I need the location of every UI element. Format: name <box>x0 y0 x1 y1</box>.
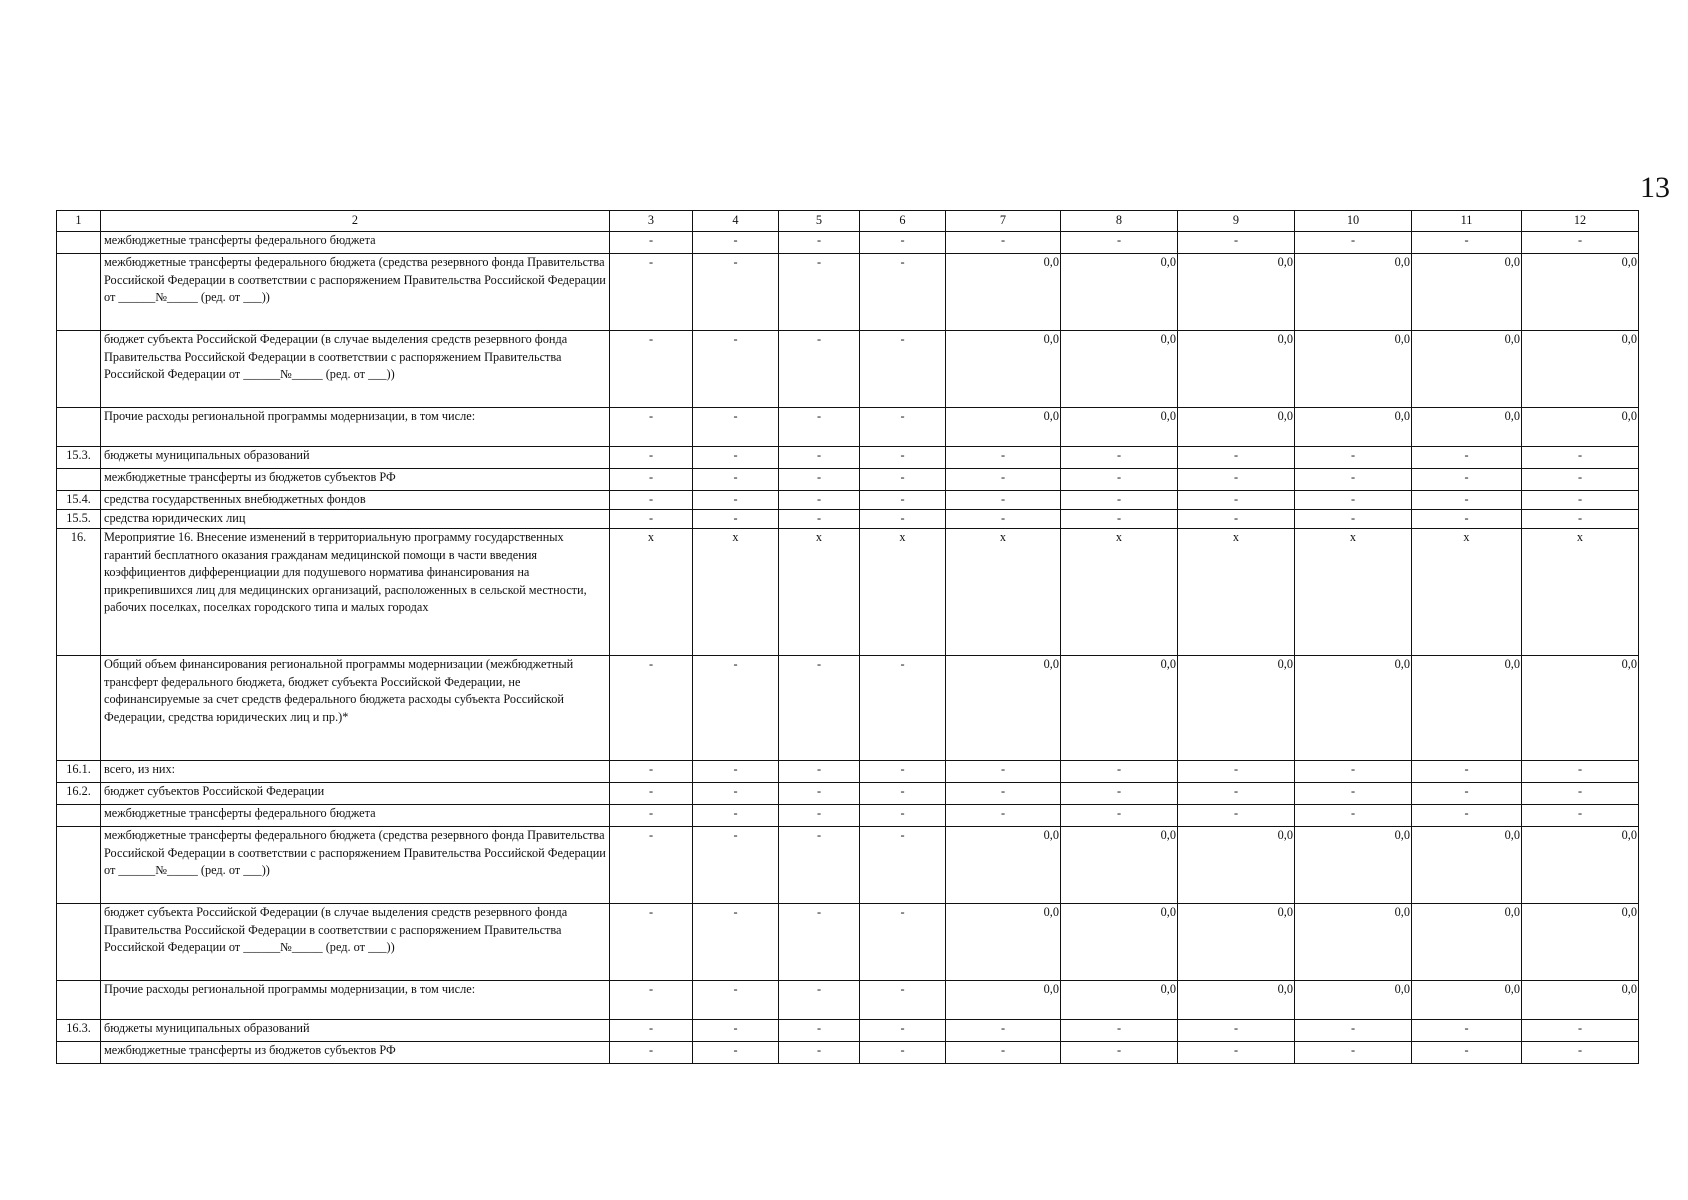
value-cell-col-5: - <box>779 656 860 761</box>
value-cell-col-4: - <box>693 408 779 447</box>
row-number-cell <box>57 1042 101 1064</box>
value-cell-col-8: - <box>1061 510 1178 529</box>
value-cell-col-12: - <box>1522 805 1639 827</box>
value-cell-col-11: 0,0 <box>1412 408 1522 447</box>
table-row <box>57 408 1639 447</box>
value-cell-col-4: - <box>693 1042 779 1064</box>
value-cell-col-12: 0,0 <box>1522 408 1639 447</box>
value-cell-col-9: - <box>1178 491 1295 510</box>
value-cell-col-11: 0,0 <box>1412 254 1522 331</box>
financing-table-container <box>56 210 1639 1064</box>
value-cell-col-12: 0,0 <box>1522 904 1639 981</box>
value-cell-col-5: - <box>779 981 860 1020</box>
value-cell-col-4: - <box>693 491 779 510</box>
row-number-cell <box>57 331 101 408</box>
value-cell-col-9: - <box>1178 510 1295 529</box>
value-cell-col-5: - <box>779 783 860 805</box>
value-cell-col-11: 0,0 <box>1412 656 1522 761</box>
row-number-cell: 15.4. <box>57 491 101 510</box>
row-description-cell: Общий объем финансирования региональной программы модернизации (межбюджетный трансферт федерального бюджета, бюджет субъекта Российской Федерации, не софинансируемые за счет средств федерального бюджета расходы субъекта Российской Федерации, средства юридических лиц и пр.)* <box>101 656 610 761</box>
value-cell-col-9: - <box>1178 1020 1295 1042</box>
row-description-cell: средства юридических лиц <box>101 510 610 529</box>
value-cell-col-3: - <box>610 1042 693 1064</box>
row-description-cell: бюджет субъектов Российской Федерации <box>101 783 610 805</box>
value-cell-col-6: - <box>860 447 946 469</box>
value-cell-col-10: 0,0 <box>1295 827 1412 904</box>
row-description-cell: бюджеты муниципальных образований <box>101 1020 610 1042</box>
table-row <box>57 232 1639 254</box>
value-cell-col-4: - <box>693 827 779 904</box>
header-cell: 4 <box>693 211 779 232</box>
value-cell-col-7: 0,0 <box>946 981 1061 1020</box>
value-cell-col-12: - <box>1522 510 1639 529</box>
value-cell-col-11: 0,0 <box>1412 827 1522 904</box>
value-cell-col-4: - <box>693 904 779 981</box>
value-cell-col-3: - <box>610 408 693 447</box>
value-cell-col-12: - <box>1522 447 1639 469</box>
row-description-cell: бюджеты муниципальных образований <box>101 447 610 469</box>
row-number-cell: 15.3. <box>57 447 101 469</box>
row-number-cell: 15.5. <box>57 510 101 529</box>
value-cell-col-7: 0,0 <box>946 331 1061 408</box>
row-description-cell: Мероприятие 16. Внесение изменений в территориальную программу государственных гарантий бесплатного оказания гражданам медицинской помощи в части введения коэффициентов дифференциации для подушевого норматива финансирования на прикрепившихся лиц для медицинских организаций, расположенных в сельской местности, рабочих поселках, поселках городского типа и малых городах <box>101 529 610 656</box>
row-number-cell: 16. <box>57 529 101 656</box>
value-cell-col-11: - <box>1412 805 1522 827</box>
value-cell-col-11: - <box>1412 491 1522 510</box>
value-cell-col-5: - <box>779 232 860 254</box>
value-cell-col-10: 0,0 <box>1295 408 1412 447</box>
value-cell-col-6: x <box>860 529 946 656</box>
value-cell-col-7: 0,0 <box>946 408 1061 447</box>
table-row <box>57 904 1639 981</box>
value-cell-col-7: - <box>946 761 1061 783</box>
value-cell-col-8: 0,0 <box>1061 904 1178 981</box>
value-cell-col-11: 0,0 <box>1412 331 1522 408</box>
row-number-cell <box>57 254 101 331</box>
row-description-cell: межбюджетные трансферты из бюджетов субъектов РФ <box>101 469 610 491</box>
value-cell-col-7: - <box>946 1042 1061 1064</box>
value-cell-col-7: 0,0 <box>946 904 1061 981</box>
value-cell-col-3: - <box>610 447 693 469</box>
value-cell-col-5: - <box>779 408 860 447</box>
value-cell-col-4: - <box>693 254 779 331</box>
row-description-cell: межбюджетные трансферты из бюджетов субъектов РФ <box>101 1042 610 1064</box>
value-cell-col-10: 0,0 <box>1295 981 1412 1020</box>
value-cell-col-3: - <box>610 232 693 254</box>
value-cell-col-10: - <box>1295 491 1412 510</box>
value-cell-col-10: - <box>1295 805 1412 827</box>
value-cell-col-4: - <box>693 981 779 1020</box>
value-cell-col-12: - <box>1522 232 1639 254</box>
value-cell-col-3: - <box>610 981 693 1020</box>
value-cell-col-6: - <box>860 408 946 447</box>
financing-table <box>56 210 1639 1064</box>
value-cell-col-8: 0,0 <box>1061 827 1178 904</box>
value-cell-col-3: - <box>610 783 693 805</box>
table-row <box>57 827 1639 904</box>
value-cell-col-8: - <box>1061 469 1178 491</box>
value-cell-col-7: - <box>946 232 1061 254</box>
value-cell-col-8: - <box>1061 447 1178 469</box>
value-cell-col-9: 0,0 <box>1178 254 1295 331</box>
table-row <box>57 656 1639 761</box>
value-cell-col-11: - <box>1412 447 1522 469</box>
value-cell-col-7: - <box>946 805 1061 827</box>
value-cell-col-8: 0,0 <box>1061 254 1178 331</box>
value-cell-col-10: 0,0 <box>1295 656 1412 761</box>
value-cell-col-7: - <box>946 491 1061 510</box>
row-number-cell <box>57 805 101 827</box>
value-cell-col-4: - <box>693 1020 779 1042</box>
value-cell-col-3: - <box>610 656 693 761</box>
value-cell-col-5: - <box>779 447 860 469</box>
value-cell-col-10: - <box>1295 510 1412 529</box>
value-cell-col-12: 0,0 <box>1522 331 1639 408</box>
value-cell-col-5: - <box>779 1042 860 1064</box>
value-cell-col-6: - <box>860 827 946 904</box>
value-cell-col-6: - <box>860 656 946 761</box>
table-row <box>57 447 1639 469</box>
value-cell-col-4: - <box>693 447 779 469</box>
value-cell-col-9: - <box>1178 447 1295 469</box>
value-cell-col-12: 0,0 <box>1522 254 1639 331</box>
value-cell-col-9: 0,0 <box>1178 331 1295 408</box>
table-row <box>57 254 1639 331</box>
value-cell-col-6: - <box>860 1020 946 1042</box>
value-cell-col-12: - <box>1522 491 1639 510</box>
row-description-cell: средства государственных внебюджетных фондов <box>101 491 610 510</box>
value-cell-col-11: - <box>1412 783 1522 805</box>
header-cell: 1 <box>57 211 101 232</box>
value-cell-col-6: - <box>860 254 946 331</box>
value-cell-col-10: 0,0 <box>1295 331 1412 408</box>
row-description-cell: межбюджетные трансферты федерального бюджета (средства резервного фонда Правительства Российской Федерации в соответствии с распоряжением Правительства Российской Федерации от ______№_____ (ред. от ___)) <box>101 254 610 331</box>
value-cell-col-7: - <box>946 447 1061 469</box>
value-cell-col-11: x <box>1412 529 1522 656</box>
value-cell-col-7: x <box>946 529 1061 656</box>
value-cell-col-4: - <box>693 469 779 491</box>
value-cell-col-11: - <box>1412 510 1522 529</box>
header-cell: 6 <box>860 211 946 232</box>
value-cell-col-11: - <box>1412 1020 1522 1042</box>
value-cell-col-5: - <box>779 904 860 981</box>
value-cell-col-4: - <box>693 232 779 254</box>
row-number-cell: 16.3. <box>57 1020 101 1042</box>
value-cell-col-5: x <box>779 529 860 656</box>
value-cell-col-5: - <box>779 1020 860 1042</box>
value-cell-col-5: - <box>779 331 860 408</box>
header-cell: 3 <box>610 211 693 232</box>
value-cell-col-8: 0,0 <box>1061 331 1178 408</box>
value-cell-col-5: - <box>779 254 860 331</box>
value-cell-col-5: - <box>779 469 860 491</box>
value-cell-col-10: - <box>1295 783 1412 805</box>
value-cell-col-6: - <box>860 761 946 783</box>
value-cell-col-3: - <box>610 510 693 529</box>
value-cell-col-9: - <box>1178 783 1295 805</box>
table-row <box>57 981 1639 1020</box>
value-cell-col-12: - <box>1522 469 1639 491</box>
value-cell-col-10: - <box>1295 1042 1412 1064</box>
value-cell-col-6: - <box>860 331 946 408</box>
value-cell-col-12: 0,0 <box>1522 981 1639 1020</box>
value-cell-col-3: - <box>610 904 693 981</box>
table-row <box>57 1042 1639 1064</box>
table-row <box>57 491 1639 510</box>
table-row <box>57 529 1639 656</box>
value-cell-col-8: - <box>1061 1020 1178 1042</box>
value-cell-col-9: - <box>1178 469 1295 491</box>
value-cell-col-8: - <box>1061 783 1178 805</box>
value-cell-col-5: - <box>779 761 860 783</box>
value-cell-col-8: - <box>1061 491 1178 510</box>
value-cell-col-9: 0,0 <box>1178 981 1295 1020</box>
row-description-cell: Прочие расходы региональной программы модернизации, в том числе: <box>101 981 610 1020</box>
value-cell-col-12: - <box>1522 761 1639 783</box>
value-cell-col-8: 0,0 <box>1061 656 1178 761</box>
value-cell-col-6: - <box>860 904 946 981</box>
value-cell-col-12: - <box>1522 783 1639 805</box>
row-description-cell: бюджет субъекта Российской Федерации (в случае выделения средств резервного фонда Правительства Российской Федерации в соответствии с распоряжением Правительства Российской Федерации от ______№_____ (ред. от ___)) <box>101 331 610 408</box>
row-number-cell <box>57 232 101 254</box>
value-cell-col-6: - <box>860 510 946 529</box>
value-cell-col-12: - <box>1522 1020 1639 1042</box>
value-cell-col-12: 0,0 <box>1522 656 1639 761</box>
value-cell-col-7: 0,0 <box>946 827 1061 904</box>
value-cell-col-5: - <box>779 510 860 529</box>
page-number: 13 <box>1640 171 1670 204</box>
value-cell-col-6: - <box>860 1042 946 1064</box>
value-cell-col-3: - <box>610 254 693 331</box>
row-description-cell: межбюджетные трансферты федерального бюджета <box>101 232 610 254</box>
value-cell-col-4: - <box>693 805 779 827</box>
row-number-cell <box>57 656 101 761</box>
header-cell: 10 <box>1295 211 1412 232</box>
value-cell-col-11: - <box>1412 1042 1522 1064</box>
value-cell-col-7: - <box>946 1020 1061 1042</box>
value-cell-col-7: - <box>946 469 1061 491</box>
value-cell-col-11: 0,0 <box>1412 981 1522 1020</box>
value-cell-col-5: - <box>779 491 860 510</box>
value-cell-col-11: 0,0 <box>1412 904 1522 981</box>
table-body <box>57 232 1639 1064</box>
value-cell-col-3: - <box>610 469 693 491</box>
value-cell-col-10: - <box>1295 447 1412 469</box>
header-cell: 9 <box>1178 211 1295 232</box>
value-cell-col-12: x <box>1522 529 1639 656</box>
row-description-cell: бюджет субъекта Российской Федерации (в случае выделения средств резервного фонда Правительства Российской Федерации в соответствии с распоряжением Правительства Российской Федерации от ______№_____ (ред. от ___)) <box>101 904 610 981</box>
value-cell-col-4: - <box>693 783 779 805</box>
value-cell-col-7: - <box>946 783 1061 805</box>
value-cell-col-9: 0,0 <box>1178 656 1295 761</box>
header-cell: 2 <box>101 211 610 232</box>
value-cell-col-10: - <box>1295 469 1412 491</box>
header-cell: 8 <box>1061 211 1178 232</box>
row-number-cell <box>57 469 101 491</box>
header-cell: 11 <box>1412 211 1522 232</box>
value-cell-col-8: - <box>1061 761 1178 783</box>
value-cell-col-9: - <box>1178 805 1295 827</box>
table-row <box>57 469 1639 491</box>
row-description-cell: межбюджетные трансферты федерального бюджета <box>101 805 610 827</box>
row-number-cell: 16.2. <box>57 783 101 805</box>
value-cell-col-11: - <box>1412 469 1522 491</box>
value-cell-col-3: - <box>610 491 693 510</box>
table-row <box>57 1020 1639 1042</box>
value-cell-col-3: - <box>610 331 693 408</box>
value-cell-col-11: - <box>1412 232 1522 254</box>
value-cell-col-9: 0,0 <box>1178 904 1295 981</box>
value-cell-col-7: 0,0 <box>946 254 1061 331</box>
value-cell-col-4: - <box>693 656 779 761</box>
value-cell-col-6: - <box>860 232 946 254</box>
row-description-cell: всего, из них: <box>101 761 610 783</box>
header-cell: 12 <box>1522 211 1639 232</box>
value-cell-col-10: 0,0 <box>1295 254 1412 331</box>
value-cell-col-11: - <box>1412 761 1522 783</box>
value-cell-col-10: x <box>1295 529 1412 656</box>
value-cell-col-8: - <box>1061 805 1178 827</box>
value-cell-col-4: - <box>693 331 779 408</box>
table-row <box>57 761 1639 783</box>
value-cell-col-6: - <box>860 491 946 510</box>
value-cell-col-12: - <box>1522 1042 1639 1064</box>
value-cell-col-6: - <box>860 469 946 491</box>
value-cell-col-4: - <box>693 761 779 783</box>
value-cell-col-9: - <box>1178 1042 1295 1064</box>
table-row <box>57 331 1639 408</box>
value-cell-col-9: - <box>1178 232 1295 254</box>
value-cell-col-6: - <box>860 981 946 1020</box>
header-cell: 7 <box>946 211 1061 232</box>
row-number-cell: 16.1. <box>57 761 101 783</box>
value-cell-col-6: - <box>860 783 946 805</box>
value-cell-col-7: 0,0 <box>946 656 1061 761</box>
value-cell-col-8: - <box>1061 1042 1178 1064</box>
value-cell-col-10: - <box>1295 1020 1412 1042</box>
column-number-header <box>57 211 1639 232</box>
row-number-cell <box>57 981 101 1020</box>
value-cell-col-3: - <box>610 761 693 783</box>
table-row <box>57 510 1639 529</box>
value-cell-col-6: - <box>860 805 946 827</box>
value-cell-col-7: - <box>946 510 1061 529</box>
table-row <box>57 783 1639 805</box>
value-cell-col-5: - <box>779 827 860 904</box>
row-number-cell <box>57 827 101 904</box>
header-cell: 5 <box>779 211 860 232</box>
table-row <box>57 805 1639 827</box>
value-cell-col-5: - <box>779 805 860 827</box>
value-cell-col-8: x <box>1061 529 1178 656</box>
row-number-cell <box>57 904 101 981</box>
value-cell-col-4: - <box>693 510 779 529</box>
value-cell-col-3: - <box>610 1020 693 1042</box>
value-cell-col-10: - <box>1295 761 1412 783</box>
value-cell-col-3: - <box>610 827 693 904</box>
value-cell-col-8: - <box>1061 232 1178 254</box>
value-cell-col-10: 0,0 <box>1295 904 1412 981</box>
row-description-cell: Прочие расходы региональной программы модернизации, в том числе: <box>101 408 610 447</box>
value-cell-col-3: - <box>610 805 693 827</box>
value-cell-col-8: 0,0 <box>1061 981 1178 1020</box>
value-cell-col-8: 0,0 <box>1061 408 1178 447</box>
value-cell-col-10: - <box>1295 232 1412 254</box>
value-cell-col-9: 0,0 <box>1178 827 1295 904</box>
value-cell-col-4: x <box>693 529 779 656</box>
value-cell-col-12: 0,0 <box>1522 827 1639 904</box>
row-description-cell: межбюджетные трансферты федерального бюджета (средства резервного фонда Правительства Российской Федерации в соответствии с распоряжением Правительства Российской Федерации от ______№_____ (ред. от ___)) <box>101 827 610 904</box>
value-cell-col-3: x <box>610 529 693 656</box>
value-cell-col-9: 0,0 <box>1178 408 1295 447</box>
value-cell-col-9: x <box>1178 529 1295 656</box>
value-cell-col-9: - <box>1178 761 1295 783</box>
row-number-cell <box>57 408 101 447</box>
